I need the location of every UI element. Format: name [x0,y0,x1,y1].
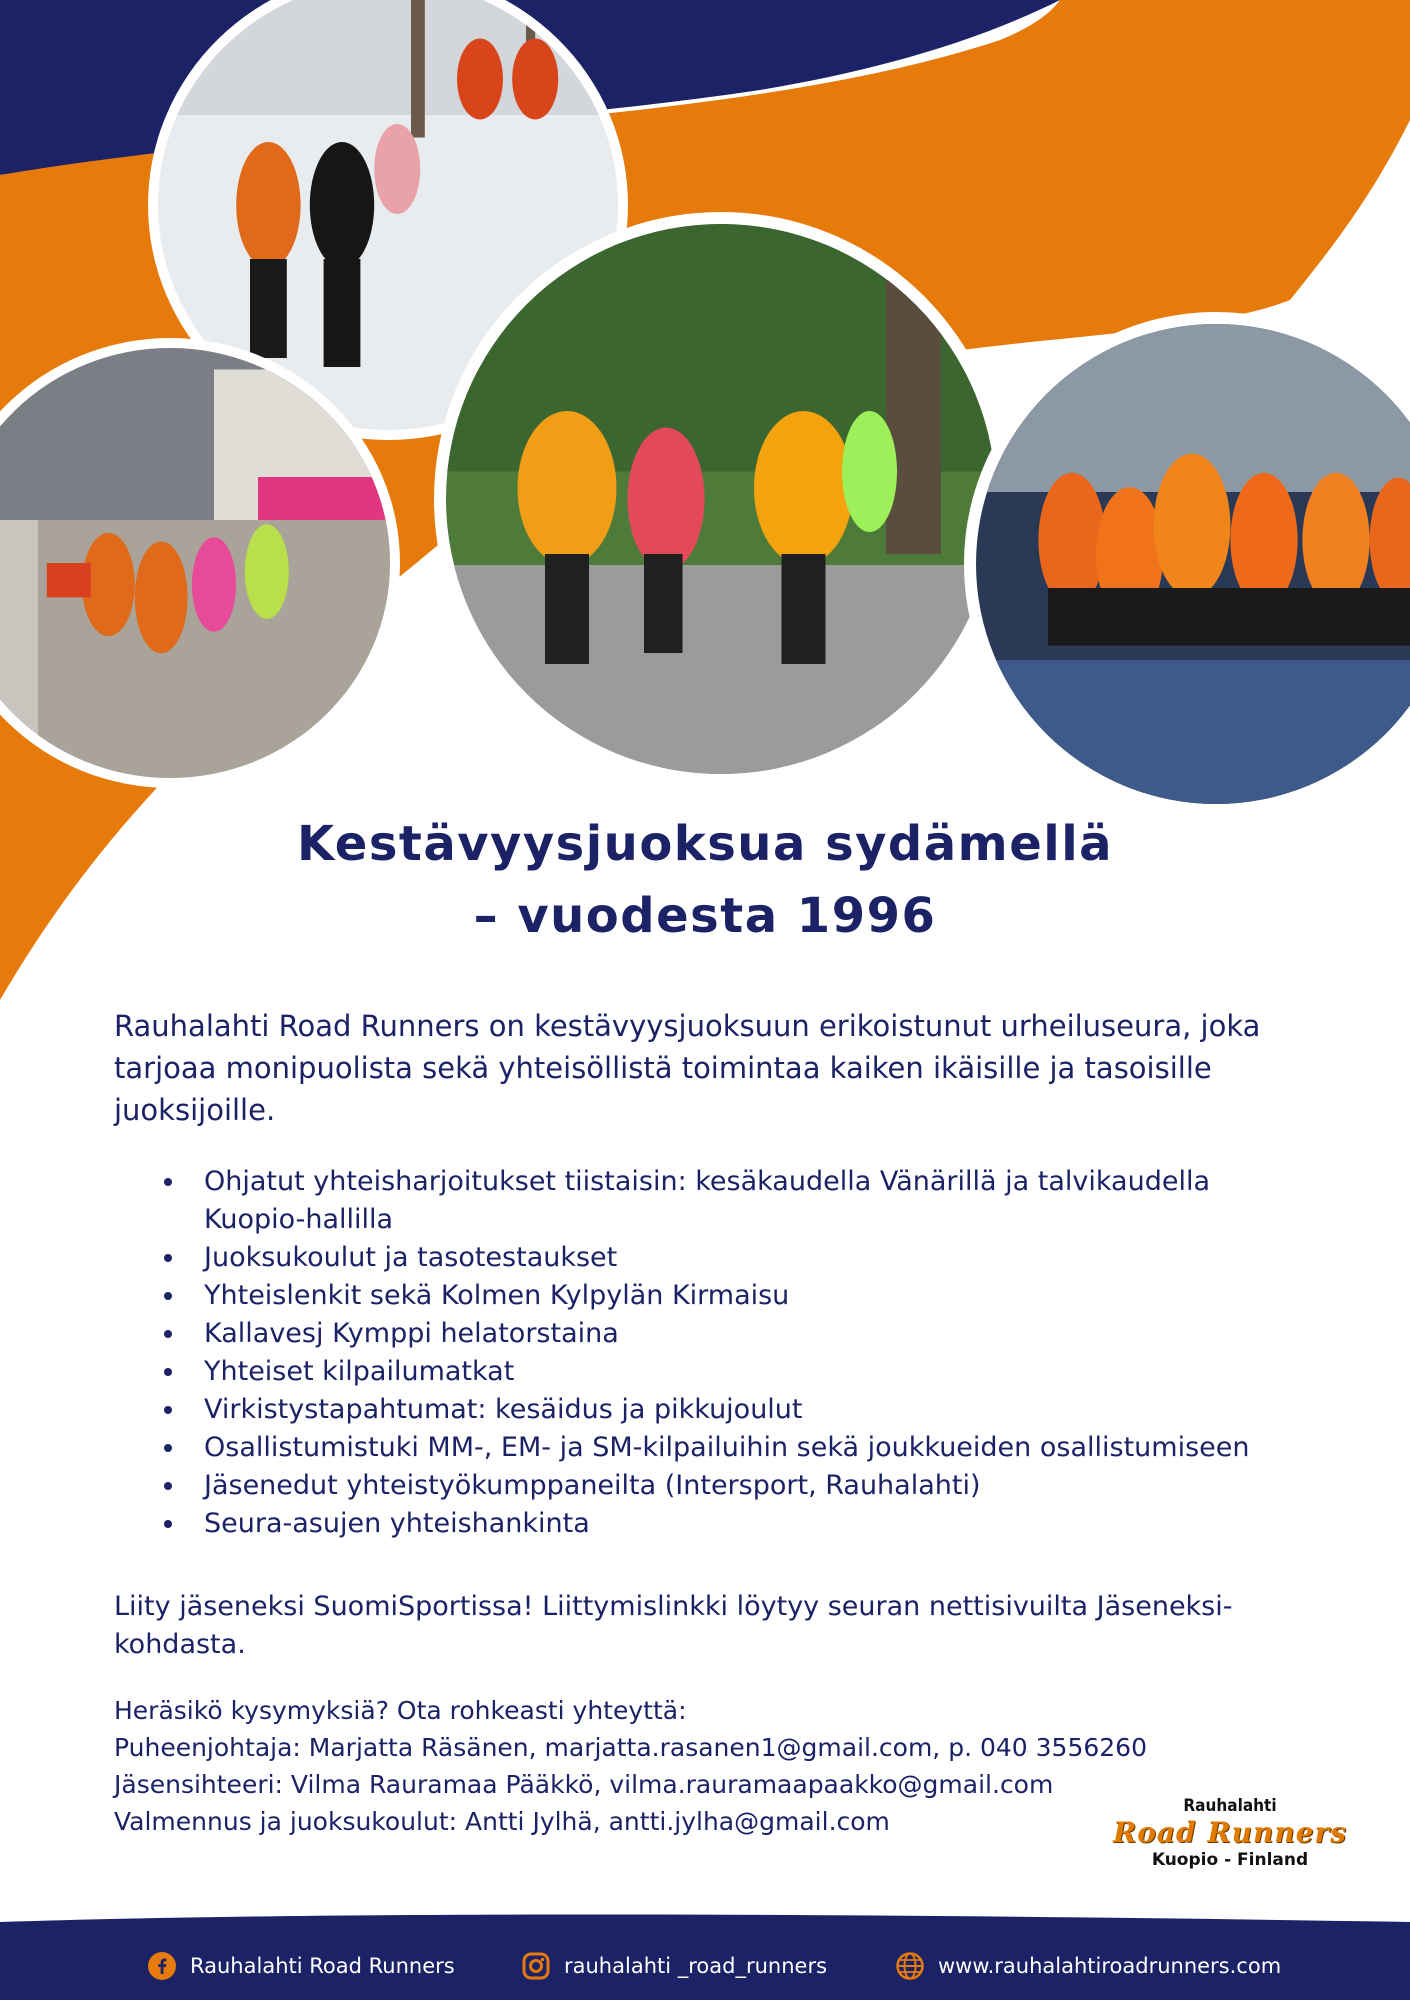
contact-coaching[interactable]: Valmennus ja juoksukoulut: Antti Jylhä, antti.jylha@gmail.com [114,1807,890,1836]
list-item: Yhteiset kilpailumatkat [114,1353,1314,1391]
contact-heading: Heräsikö kysymyksiä? Ota rohkeasti yhteyttä: [114,1696,687,1725]
facebook-icon [148,1952,176,1980]
club-logo [1110,1796,1350,1886]
intro-paragraph: Rauhalahti Road Runners on kestävyysjuoksuun erikoistunut urheiluseura, joka tarjoaa monipuolista sekä yhteisöllistä toimintaa kaiken ikäisille ja tasoisille juoksijoille. [114,1009,1261,1127]
list-item: Juoksukoulut ja tasotestaukset [114,1239,1314,1277]
list-item: Seura-asujen yhteishankinta [114,1505,1314,1543]
footer-facebook-label: Rauhalahti Road Runners [190,1954,455,1978]
list-item: Osallistumistuki MM-, EM- ja SM-kilpailuihin sekä joukkueiden osallistumiseen [114,1429,1314,1467]
bullet-icon [164,1254,172,1262]
bullet-icon [164,1482,172,1490]
bullet-icon [164,1330,172,1338]
contact-chair[interactable]: Puheenjohtaja: Marjatta Räsänen, marjatta.rasanen1@gmail.com, p. 040 3556260 [114,1733,1147,1762]
bullet-icon [164,1520,172,1528]
bullet-icon [164,1292,172,1300]
list-item: Jäsenedut yhteistyökumppaneilta (Intersport, Rauhalahti) [114,1467,1314,1505]
contact-block [114,1692,1147,1840]
bullet-icon [164,1444,172,1452]
footer-website-label: www.rauhalahtiroadrunners.com [938,1954,1282,1978]
bullet-icon [164,1178,172,1186]
footer-facebook-link[interactable] [148,1950,455,1982]
activities-list [114,1163,1314,1543]
title-line-2: – vuodesta 1996 [473,888,937,944]
list-item: Ohjatut yhteisharjoitukset tiistaisin: kesäkaudella Vänärillä ja talvikaudella Kuopio-hallilla [114,1163,1314,1239]
globe-icon [896,1952,924,1980]
footer-website-link[interactable] [896,1950,1281,1982]
instagram-icon [522,1952,550,1980]
logo-line-2: Road Runners [1112,1816,1348,1849]
footer-instagram-link[interactable] [522,1950,827,1982]
contact-secretary[interactable]: Jäsensihteeri: Vilma Rauramaa Pääkkö, vilma.rauramaapaakko@gmail.com [114,1770,1054,1799]
page-title [0,808,1410,952]
logo-line-1: Rauhalahti [1183,1796,1277,1816]
photo-summer-runners [434,212,1008,786]
list-item: Kallavesj Kymppi helatorstaina [114,1315,1314,1353]
footer-instagram-label: rauhalahti _road_runners [564,1954,828,1978]
join-paragraph: Liity jäseneksi SuomiSportissa! Liittymislinkki löytyy seuran nettisivuilta Jäseneksi-kohdasta. [114,1591,1233,1660]
bullet-icon [164,1406,172,1414]
bullet-icon [164,1368,172,1376]
logo-line-3: Kuopio - Finland [1151,1850,1309,1870]
list-item: Virkistystapahtumat: kesäidus ja pikkujoulut [114,1391,1314,1429]
list-item: Yhteislenkit sekä Kolmen Kylpylän Kirmaisu [114,1277,1314,1315]
title-line-1: Kestävyysjuoksua sydämellä [296,816,1114,872]
